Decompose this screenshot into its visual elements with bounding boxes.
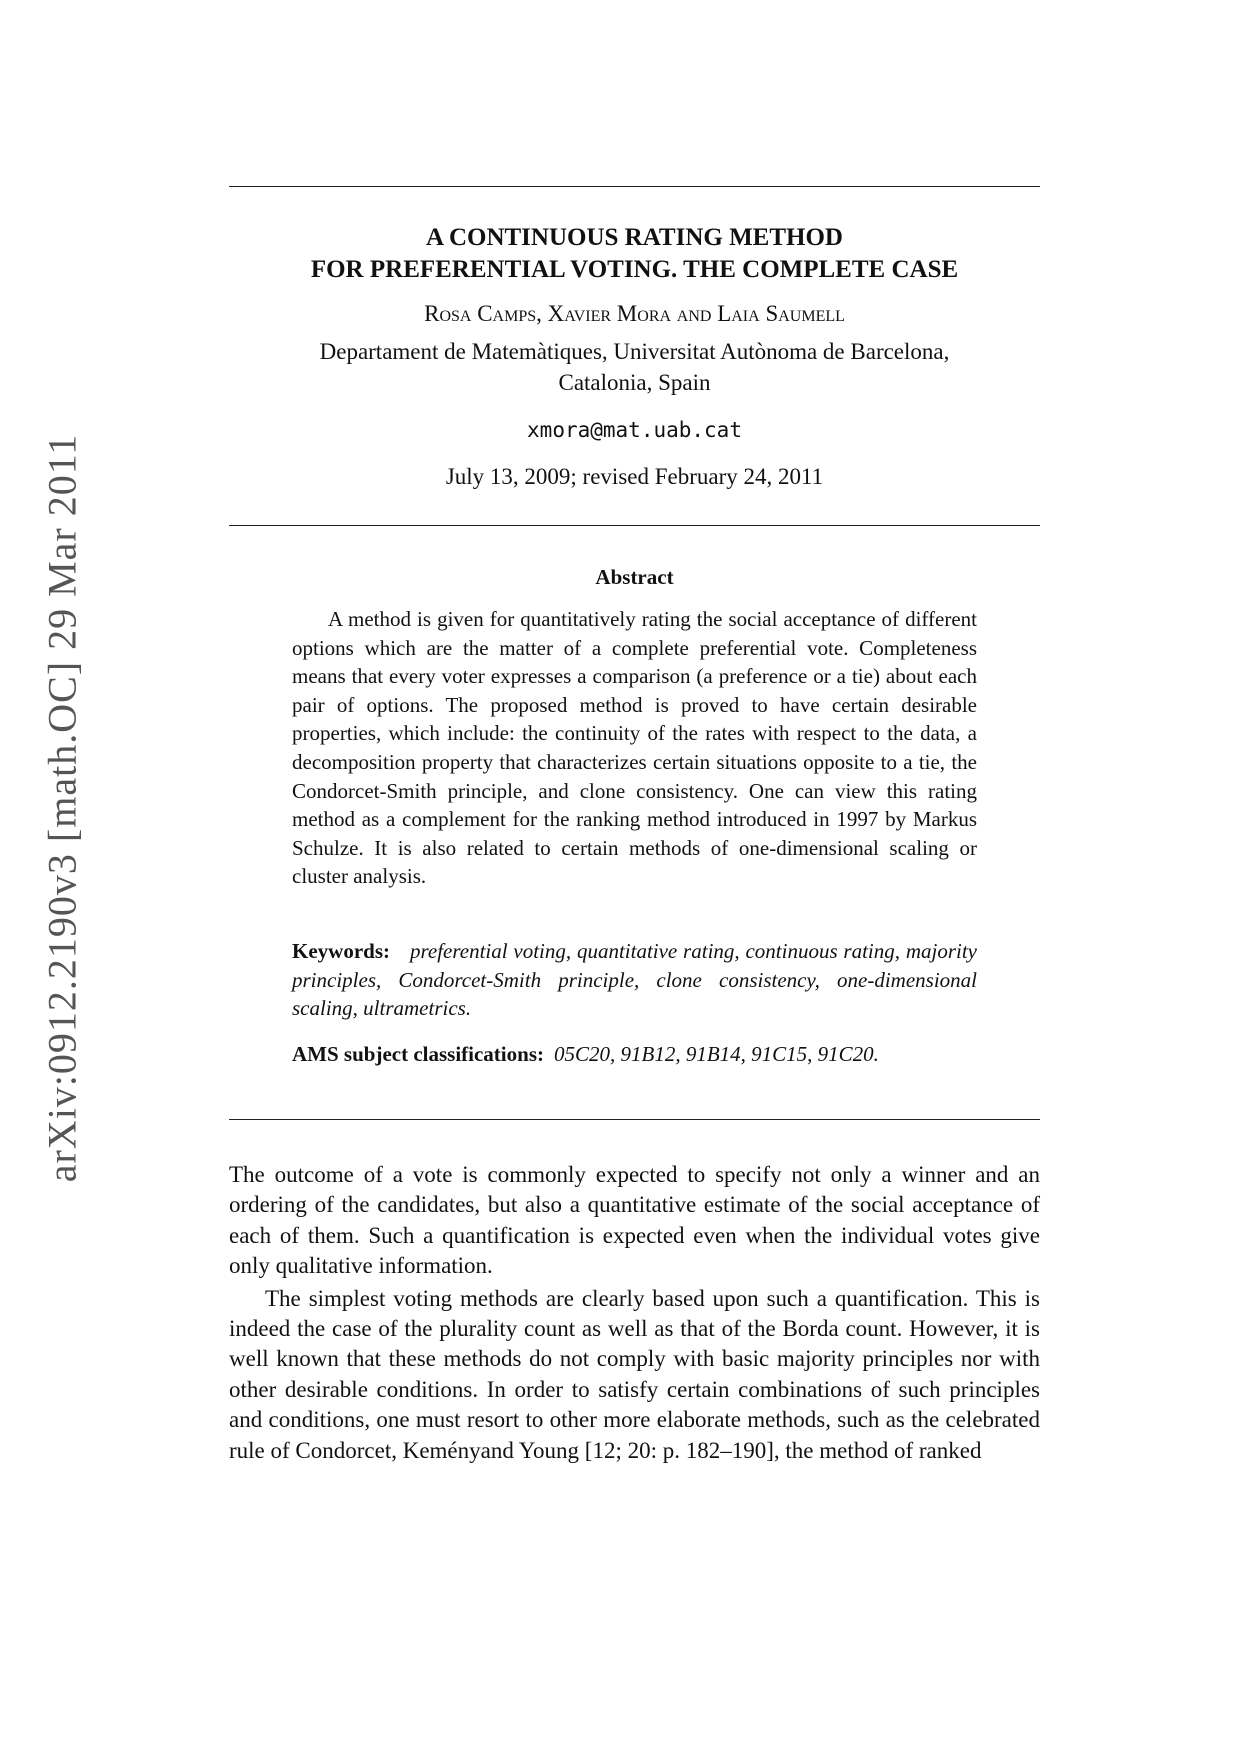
abstract-heading: Abstract xyxy=(595,565,674,589)
affiliation xyxy=(229,336,1040,398)
title-line-2: FOR PREFERENTIAL VOTING. THE COMPLETE CASE xyxy=(310,256,959,283)
ams-classifications xyxy=(292,1040,992,1069)
abstract-text: A method is given for quantitatively rating the social acceptance of different options which are the matter of a complete preferential vote. Completeness means that every voter expresses a comparison (a preference or a tie) about each pair of options. The proposed method is proved to have certain desirable properties, which include: the continuity of the rates with respect to the data, a decomposition property that characterizes certain situations opposite to a tie, the Condorcet-Smith principle, and clone consistency. One can view this rating method as a complement for the ranking method introduced in 1997 by Markus Schulze. It is also related to certain methods of one-dimensional scaling or cluster analysis. xyxy=(292,607,977,889)
body-paragraph-2: The simplest voting methods are clearly based upon such a quantification. This is indeed the case of the plurality count as well as that of the Borda count. However, it is well known that these methods do not comply with basic majority principles nor with other desirable conditions. In order to satisfy certain combinations of such principles and conditions, one must resort to other more elaborate methods, such as the celebrated rule of Condorcet, Keményand Young [12; 20: p. 182–190], the method of ranked xyxy=(229,1285,1040,1463)
ams-codes: 05C20, 91B12, 91B14, 91C15, 91C20. xyxy=(553,1042,879,1066)
top-rule xyxy=(229,186,1040,187)
ams-label: AMS subject classifications: xyxy=(292,1042,544,1066)
paper-title xyxy=(229,222,1040,286)
arxiv-identifier: arXiv:0912.2190v3 [math.OC] 29 Mar 2011 xyxy=(39,433,85,1183)
body-text xyxy=(229,1160,1040,1466)
keywords xyxy=(292,937,977,1023)
affiliation-line-1: Departament de Matemàtiques, Universitat Autònoma de Barcelona, xyxy=(319,339,950,364)
body-paragraph-1: The outcome of a vote is commonly expected to specify not only a winner and an ordering of the candidates, but also a quantitative estimate of the social acceptance of each of them. Such a quantification is expected even when the individual votes give only qualitative information. xyxy=(229,1162,1040,1279)
keywords-label: Keywords: xyxy=(292,939,390,963)
paper-date: July 13, 2009; revised February 24, 2011 xyxy=(445,464,824,489)
keywords-list: preferential voting, quantitative rating, continuous rating, majority principles, Condorcet-Smith principle, clone consistency, one-dimensional scaling, ultrametrics. xyxy=(292,939,977,1021)
abstract-bottom-rule xyxy=(229,1119,1040,1120)
abstract-top-rule xyxy=(229,525,1040,526)
author-email[interactable]: xmora@mat.uab.cat xyxy=(527,418,742,442)
authors: Rosa Camps, Xavier Mora and Laia Saumell xyxy=(424,301,845,326)
affiliation-line-2: Catalonia, Spain xyxy=(558,370,711,395)
title-line-1: A CONTINUOUS RATING METHOD xyxy=(426,224,843,251)
